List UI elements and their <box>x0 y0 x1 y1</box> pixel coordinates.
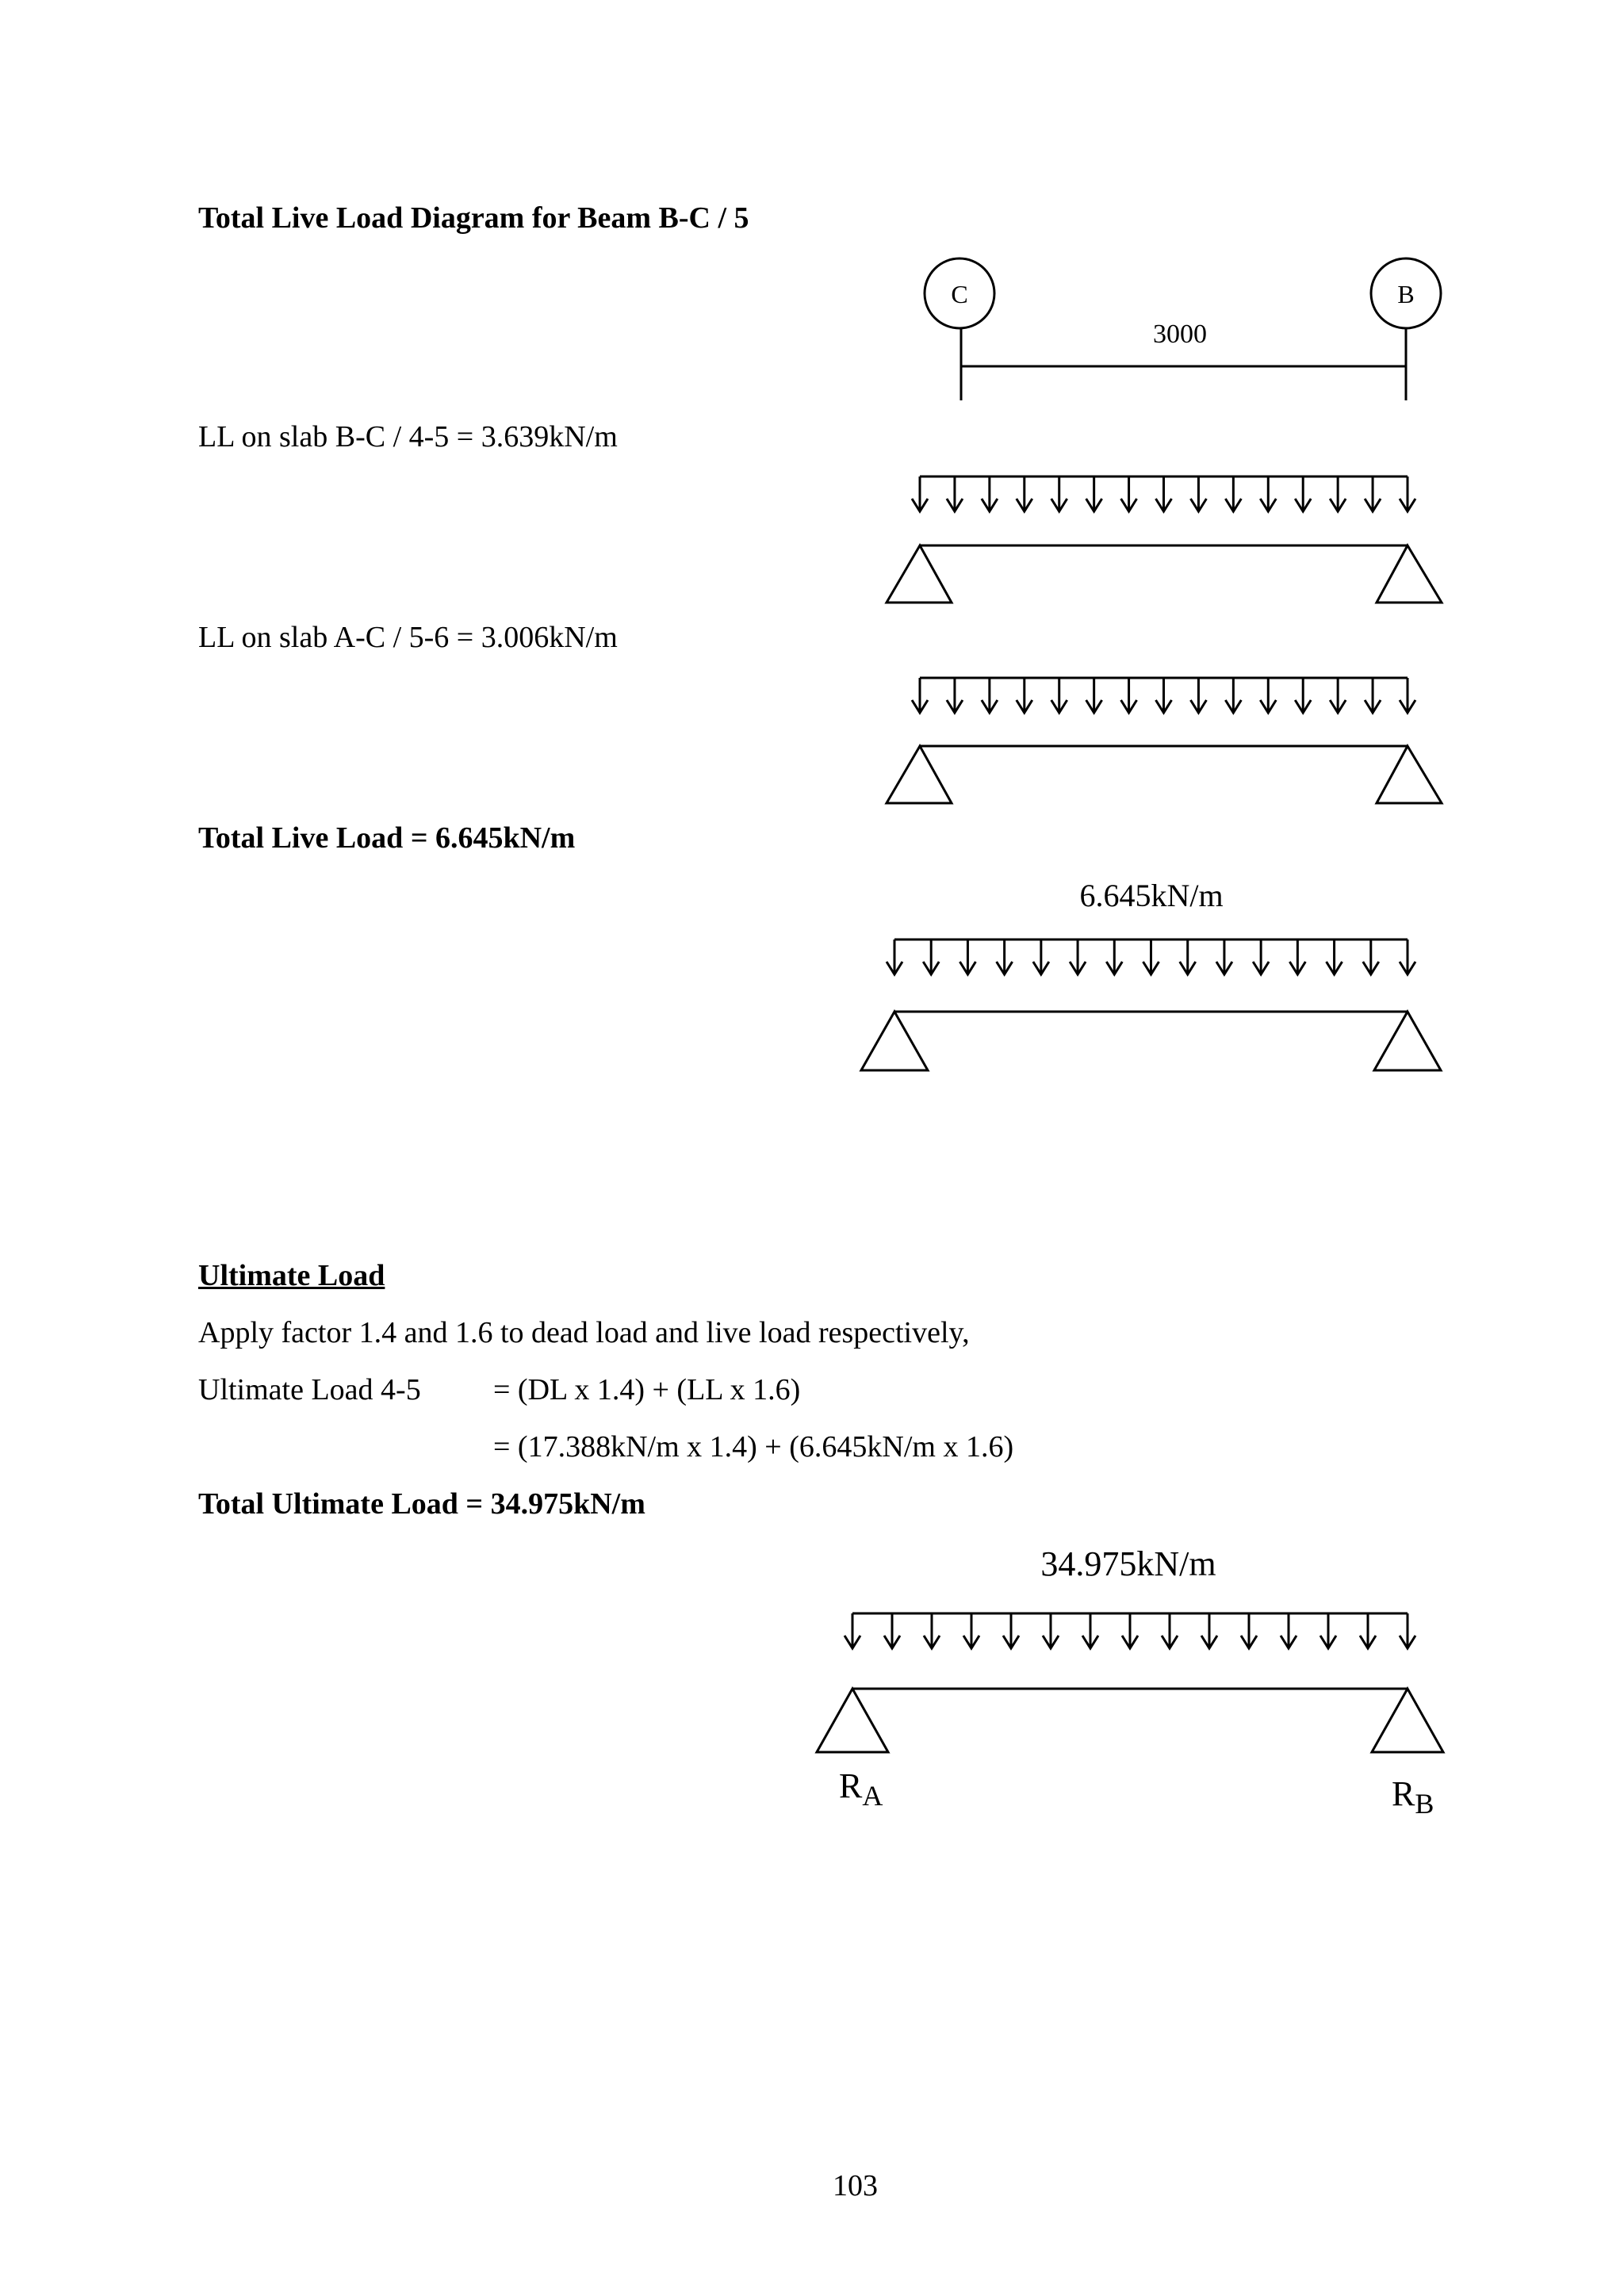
load-arrow <box>1400 939 1415 974</box>
span-dimension: 3000 <box>1153 320 1207 349</box>
load-arrow <box>1225 678 1241 713</box>
grid-line-diagram <box>925 258 1441 400</box>
load-arrow <box>1253 939 1269 974</box>
ultimate-intro: Apply factor 1.4 and 1.6 to dead load and live load respectively, <box>198 1316 970 1349</box>
total-ll-label: 6.645kN/m <box>1079 878 1224 913</box>
load-arrow <box>1260 476 1276 511</box>
load-arrow <box>1003 1613 1019 1648</box>
load-arrow <box>1201 1613 1217 1648</box>
load-arrow <box>1051 476 1067 511</box>
load-arrow <box>1156 476 1172 511</box>
section-title: Total Live Load Diagram for Beam B-C / 5 <box>198 201 749 235</box>
ultimate-eq2: = (17.388kN/m x 1.4) + (6.645kN/m x 1.6) <box>493 1430 1014 1464</box>
load-arrow <box>997 939 1013 974</box>
load-arrow <box>1086 678 1102 713</box>
ultimate-eq1: = (DL x 1.4) + (LL x 1.6) <box>493 1373 801 1406</box>
load-arrow <box>912 476 928 511</box>
load-arrow <box>1156 678 1172 713</box>
load-arrow <box>1260 678 1276 713</box>
load-arrow <box>1190 476 1206 511</box>
load-arrow <box>887 939 902 974</box>
load-arrow <box>1225 476 1241 511</box>
load-arrow <box>1281 1613 1297 1648</box>
load-arrow <box>1365 678 1381 713</box>
support-right <box>1372 1689 1443 1752</box>
load-arrow <box>1330 476 1346 511</box>
load-arrow <box>1400 678 1415 713</box>
ll-slab-ac-56: LL on slab A-C / 5-6 = 3.006kN/m <box>198 621 618 654</box>
load-arrow <box>1400 1613 1415 1648</box>
load-arrow <box>947 476 963 511</box>
ultimate-load-heading: Ultimate Load <box>198 1259 385 1292</box>
grid-label-b: B <box>1397 280 1415 308</box>
beam-diagram-total-ll <box>861 878 1441 1070</box>
support-left <box>887 545 952 603</box>
load-arrow <box>959 939 975 974</box>
reaction-b: $R_B$ <box>1392 1774 1434 1820</box>
beam-diagram-ll1 <box>887 476 1442 603</box>
load-arrow <box>1400 476 1415 511</box>
load-arrow <box>1363 939 1379 974</box>
load-arrow <box>1162 1613 1178 1648</box>
load-arrow <box>1051 678 1067 713</box>
load-arrow <box>1320 1613 1336 1648</box>
load-arrow <box>1082 1613 1098 1648</box>
load-arrow <box>1190 678 1206 713</box>
total-live-load: Total Live Load = 6.645kN/m <box>198 821 576 855</box>
ultimate-label: Ultimate Load 4-5 <box>198 1373 421 1406</box>
load-arrow <box>923 939 939 974</box>
support-left <box>887 746 952 803</box>
load-arrow <box>845 1613 860 1648</box>
load-arrow <box>1365 476 1381 511</box>
load-arrow <box>1289 939 1305 974</box>
support-right <box>1377 545 1442 603</box>
load-arrow <box>1143 939 1159 974</box>
load-arrow <box>912 678 928 713</box>
load-arrow <box>982 678 998 713</box>
beam-diagram-ultimate <box>817 1544 1443 1820</box>
load-arrow <box>963 1613 979 1648</box>
load-arrow <box>1216 939 1232 974</box>
load-arrow <box>1017 476 1032 511</box>
load-arrow <box>1033 939 1049 974</box>
load-arrow <box>1086 476 1102 511</box>
load-arrow <box>1295 476 1311 511</box>
beam-diagram-ll2 <box>887 678 1442 803</box>
load-arrow <box>1121 678 1137 713</box>
load-arrow <box>1106 939 1122 974</box>
load-arrow <box>1327 939 1342 974</box>
support-right <box>1377 746 1442 803</box>
load-arrow <box>1360 1613 1376 1648</box>
load-arrow <box>1043 1613 1059 1648</box>
load-arrow <box>1330 678 1346 713</box>
page-number: 103 <box>833 2169 878 2202</box>
load-arrow <box>1241 1613 1257 1648</box>
load-arrow <box>1070 939 1086 974</box>
load-arrow <box>884 1613 900 1648</box>
load-arrow <box>1017 678 1032 713</box>
load-arrow <box>924 1613 940 1648</box>
grid-label-c: C <box>951 280 968 308</box>
support-left <box>861 1012 928 1070</box>
support-left <box>817 1689 888 1752</box>
ll-slab-bc-45: LL on slab B-C / 4-5 = 3.639kN/m <box>198 420 618 453</box>
load-arrow <box>1122 1613 1138 1648</box>
load-arrow <box>1180 939 1196 974</box>
load-arrow <box>947 678 963 713</box>
reaction-a: $R_A$ <box>839 1766 883 1812</box>
total-ultimate-load: Total Ultimate Load = 34.975kN/m <box>198 1487 645 1521</box>
load-arrow <box>1121 476 1137 511</box>
load-arrow <box>1295 678 1311 713</box>
ultimate-diagram-label: 34.975kN/m <box>1040 1544 1216 1583</box>
load-arrow <box>982 476 998 511</box>
support-right <box>1374 1012 1441 1070</box>
